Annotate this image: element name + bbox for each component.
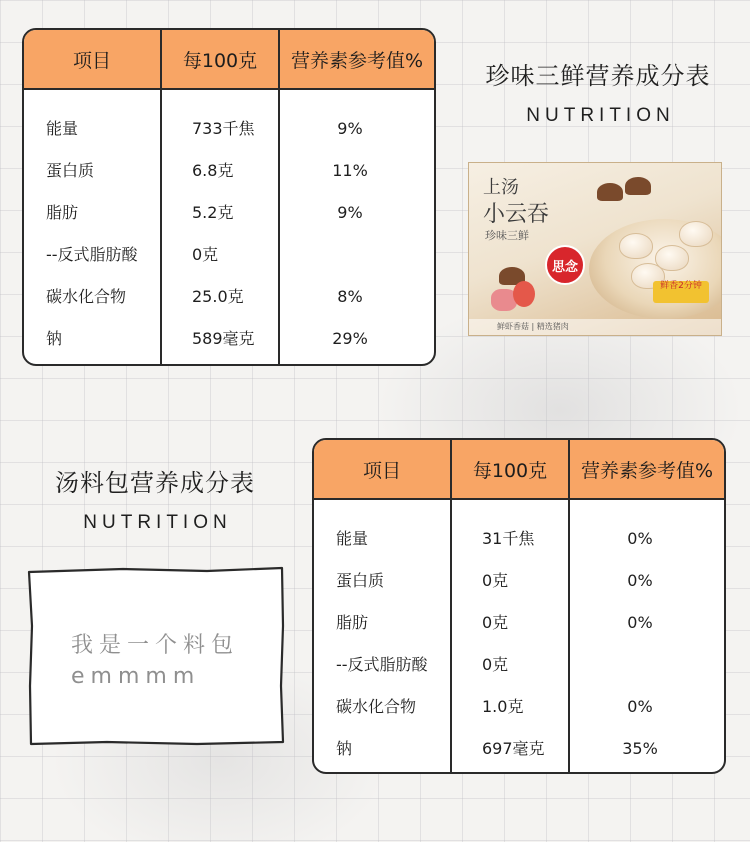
- item-energy: 能量: [46, 119, 79, 138]
- value-sodium: 697毫克: [482, 739, 545, 758]
- nrv-carbohydrate: 8%: [337, 287, 363, 306]
- package-footer: 鲜虾香菇 | 精选猪肉: [469, 319, 721, 335]
- value-trans-fat: 0克: [192, 245, 219, 264]
- sketch-line1: 我是一个料包: [71, 633, 240, 658]
- sketch-line2: emmmm: [71, 664, 201, 689]
- item-fat: 脂肪: [336, 613, 369, 632]
- item-energy: 能量: [336, 529, 369, 548]
- per100g-column: [452, 500, 570, 772]
- sketch-caption: [71, 630, 239, 692]
- heading-title: 汤料包营养成分表: [55, 469, 255, 497]
- value-carbohydrate: 1.0克: [482, 697, 524, 716]
- header-per100g: 每100克: [452, 440, 570, 498]
- nrv-protein: 0%: [627, 571, 653, 590]
- value-trans-fat: 0克: [482, 655, 509, 674]
- item-column: [24, 90, 162, 364]
- nrv-carbohydrate: 0%: [627, 697, 653, 716]
- package-title-line1: 上汤: [483, 177, 519, 198]
- nrv-sodium: 35%: [622, 739, 658, 758]
- nrv-trans-fat: [280, 234, 434, 276]
- item-protein: 蛋白质: [46, 161, 95, 180]
- mushroom: [597, 183, 623, 201]
- brand-logo: 思念: [545, 245, 585, 285]
- heading-title: 珍味三鲜营养成分表: [485, 62, 711, 90]
- header-nrv: 营养素参考值%: [290, 49, 424, 72]
- item-carbohydrate: 碳水化合物: [46, 287, 127, 306]
- shrimp: [513, 281, 535, 307]
- nrv-protein: 11%: [332, 161, 368, 180]
- item-trans-fat: --反式脂肪酸: [46, 245, 138, 264]
- value-protein: 6.8克: [192, 161, 234, 180]
- value-energy: 733千焦: [192, 119, 255, 138]
- nrv-column: [570, 500, 724, 772]
- value-energy: 31千焦: [482, 529, 535, 548]
- item-carbohydrate: 碳水化合物: [336, 697, 417, 716]
- package-title-line2: 小云吞: [483, 202, 550, 227]
- nrv-column: [280, 90, 434, 364]
- nrv-fat: 0%: [627, 613, 653, 632]
- table-header: [24, 30, 434, 90]
- nrv-fat: 9%: [337, 203, 363, 222]
- product-package-image: [468, 162, 722, 336]
- table-header: [314, 440, 724, 500]
- header-per100g: 每100克: [162, 30, 280, 88]
- header-nrv: 营养素参考值%: [580, 459, 714, 482]
- heading-subtitle: NUTRITION: [526, 105, 675, 126]
- nrv-energy: 9%: [337, 119, 363, 138]
- package-badge: 鲜香2分钟: [653, 281, 709, 303]
- section-heading-sanxian: [466, 56, 730, 127]
- header-item: 项目: [314, 440, 452, 498]
- value-fat: 0克: [482, 613, 509, 632]
- table-body: [24, 90, 434, 364]
- nrv-trans-fat: [570, 644, 724, 686]
- item-sodium: 钠: [46, 329, 63, 348]
- package-flavor: 珍味三鲜: [485, 229, 529, 242]
- value-fat: 5.2克: [192, 203, 234, 222]
- value-sodium: 589毫克: [192, 329, 255, 348]
- item-protein: 蛋白质: [336, 571, 385, 590]
- nutrition-table-soup-pack: [312, 438, 726, 774]
- nrv-energy: 0%: [627, 529, 653, 548]
- wonton: [679, 221, 713, 247]
- item-trans-fat: --反式脂肪酸: [336, 655, 428, 674]
- value-carbohydrate: 25.0克: [192, 287, 244, 306]
- nutrition-table-sanxian: [22, 28, 436, 366]
- mushroom: [625, 177, 651, 195]
- item-sodium: 钠: [336, 739, 353, 758]
- soup-pack-sketch: [27, 566, 285, 744]
- item-column: [314, 500, 452, 772]
- section-heading-soup-pack: [24, 463, 286, 534]
- value-protein: 0克: [482, 571, 509, 590]
- per100g-column: [162, 90, 280, 364]
- nrv-sodium: 29%: [332, 329, 368, 348]
- item-fat: 脂肪: [46, 203, 79, 222]
- header-item: 项目: [24, 30, 162, 88]
- wonton: [619, 233, 653, 259]
- table-body: [314, 500, 724, 772]
- heading-subtitle: NUTRITION: [83, 512, 232, 533]
